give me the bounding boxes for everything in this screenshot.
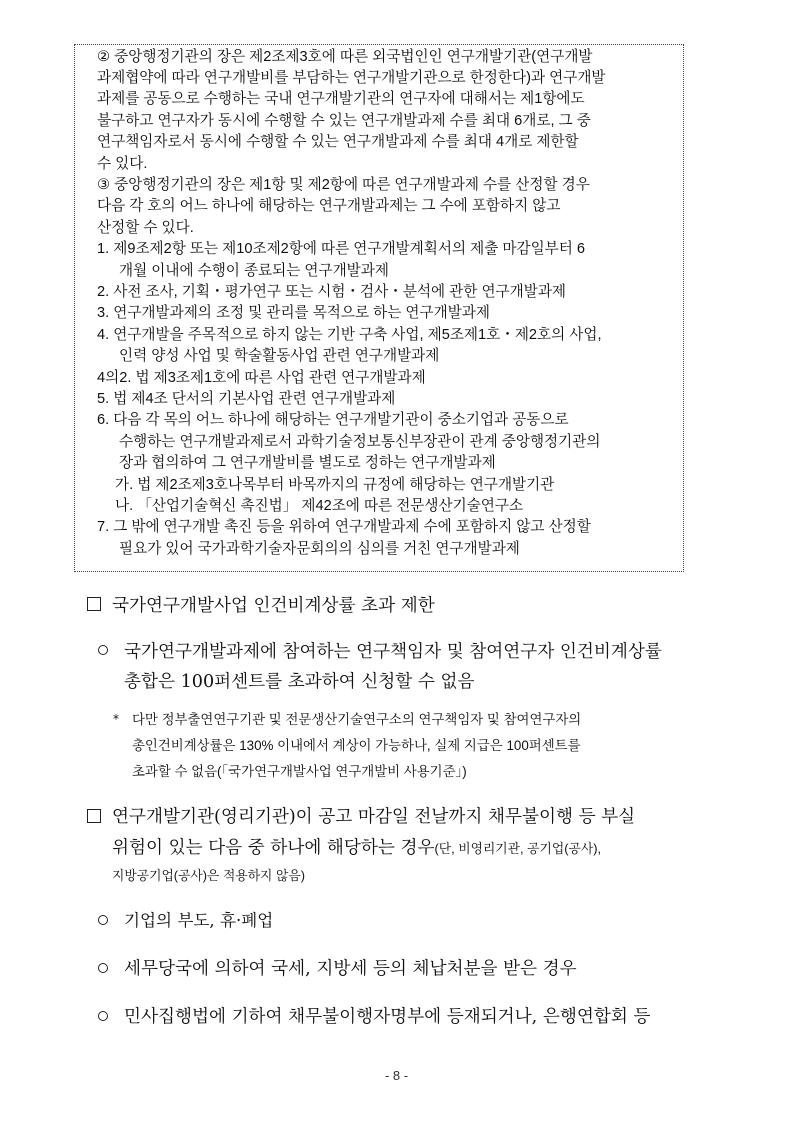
circle-bullet-icon [98, 915, 108, 925]
box-line: 가. 법 제2조제3호나목부터 바목까지의 규정에 해당하는 연구개발기관 [115, 477, 555, 493]
box-line: 과제협약에 따라 연구개발비를 부담하는 연구개발기관으로 한정한다)과 연구개발 [97, 70, 606, 86]
box-line: 수 있다. [97, 156, 148, 172]
note-asterisk: * [113, 712, 119, 726]
section1-note-line: 초과할 수 없음(「국가연구개발사업 연구개발비 사용기준」) [132, 764, 467, 779]
box-line: 5. 법 제4조 단서의 기본사업 관련 연구개발과제 [97, 391, 396, 407]
box-line: 연구책임자로서 동시에 수행할 수 있는 연구개발과제 수를 최대 4개로 제한할 [97, 134, 579, 150]
box-line: 필요가 있어 국가과학기술자문회의의 심의를 거친 연구개발과제 [119, 541, 520, 557]
section1-heading: 국가연구개발사업 인건비계상률 초과 제한 [112, 596, 435, 616]
section2-heading-main: 위험이 있는 다음 중 하나에 해당하는 경우 [112, 838, 435, 858]
box-line: 3. 연구개발과제의 조정 및 관리를 목적으로 하는 연구개발과제 [97, 305, 490, 321]
box-line: 4의2. 법 제3조제1호에 따른 사업 관련 연구개발과제 [97, 370, 426, 386]
box-line: 장과 협의하여 그 연구개발비를 별도로 정하는 연구개발과제 [119, 455, 496, 471]
checkbox-square-icon [87, 597, 101, 611]
box-line: 나. 「산업기술혁신 촉진법」 제42조에 따른 전문생산기술연구소 [115, 498, 524, 514]
section2-bullet: 민사집행법에 기하여 채무불이행자명부에 등재되거나, 은행연합회 등 [124, 1007, 651, 1027]
box-line: 인력 양성 사업 및 학술활동사업 관련 연구개발과제 [119, 348, 440, 364]
section2-bullet: 기업의 부도, 휴·폐업 [124, 911, 274, 930]
box-line: 1. 제9조제2항 또는 제10조제2항에 따른 연구개발계획서의 제출 마감일부터 6 [97, 241, 586, 257]
box-line: 다음 각 호의 어느 하나에 해당하는 연구개발과제는 그 수에 포함하지 않고 [97, 198, 561, 214]
section1-bullet-line: 총합은 100퍼센트를 초과하여 신청할 수 없음 [124, 672, 475, 692]
box-line: 개월 이내에 수행이 종료되는 연구개발과제 [119, 263, 389, 279]
box-line: 불구하고 연구자가 동시에 수행할 수 있는 연구개발과제 수를 최대 6개로, 그 중 [97, 113, 591, 129]
checkbox-square-icon [87, 809, 101, 823]
section2-heading-line: 연구개발기관(영리기관)이 공고 마감일 전날까지 채무불이행 등 부실 [112, 807, 636, 827]
box-line: ③ 중앙행정기관의 장은 제1항 및 제2항에 따른 연구개발과제 수를 산정할 경우 [97, 177, 590, 193]
circle-bullet-icon [98, 645, 108, 655]
section1-note-line: 총인건비계상률은 130% 이내에서 계상이 가능하나, 실제 지급은 100퍼센트를 [132, 738, 581, 753]
box-line: 6. 다음 각 목의 어느 하나에 해당하는 연구개발기관이 중소기업과 공동으로 [97, 412, 569, 428]
box-line: 4. 연구개발을 주목적으로 하지 않는 기반 구축 사업, 제5조제1호・제2호의 사업, [97, 327, 602, 343]
circle-bullet-icon [98, 1011, 108, 1021]
box-line: 과제를 공동으로 수행하는 국내 연구개발기관의 연구자에 대해서는 제1항에도 [97, 91, 585, 107]
section1-bullet-line: 국가연구개발과제에 참여하는 연구책임자 및 참여연구자 인건비계상률 [124, 642, 662, 662]
box-line: 2. 사전 조사, 기획・평가연구 또는 시험・검사・분석에 관한 연구개발과제 [97, 284, 567, 300]
section2-heading-paren: (단, 비영리기관, 공기업(공사), [434, 841, 602, 856]
page-number: - 8 - [384, 1068, 409, 1083]
box-line: 수행하는 연구개발과제로서 과학기술정보통신부장관이 관계 중앙행정기관의 [119, 434, 601, 450]
section2-heading-line: 지방공기업(공사)은 적용하지 않음) [112, 868, 305, 883]
box-line: ② 중앙행정기관의 장은 제2조제3호에 따른 외국법인인 연구개발기관(연구개발 [97, 49, 593, 65]
section2-heading-line [112, 834, 601, 859]
section2-bullet: 세무당국에 의하여 국세, 지방세 등의 체납처분을 받은 경우 [124, 959, 577, 979]
circle-bullet-icon [98, 963, 108, 973]
section1-note-line: 다만 정부출연연구기관 및 전문생산기술연구소의 연구책임자 및 참여연구자의 [132, 712, 582, 727]
box-line: 7. 그 밖에 연구개발 촉진 등을 위하여 연구개발과제 수에 포함하지 않고 산정할 [97, 519, 591, 535]
box-line: 산정할 수 있다. [97, 220, 194, 236]
regulation-excerpt-box [74, 44, 684, 572]
